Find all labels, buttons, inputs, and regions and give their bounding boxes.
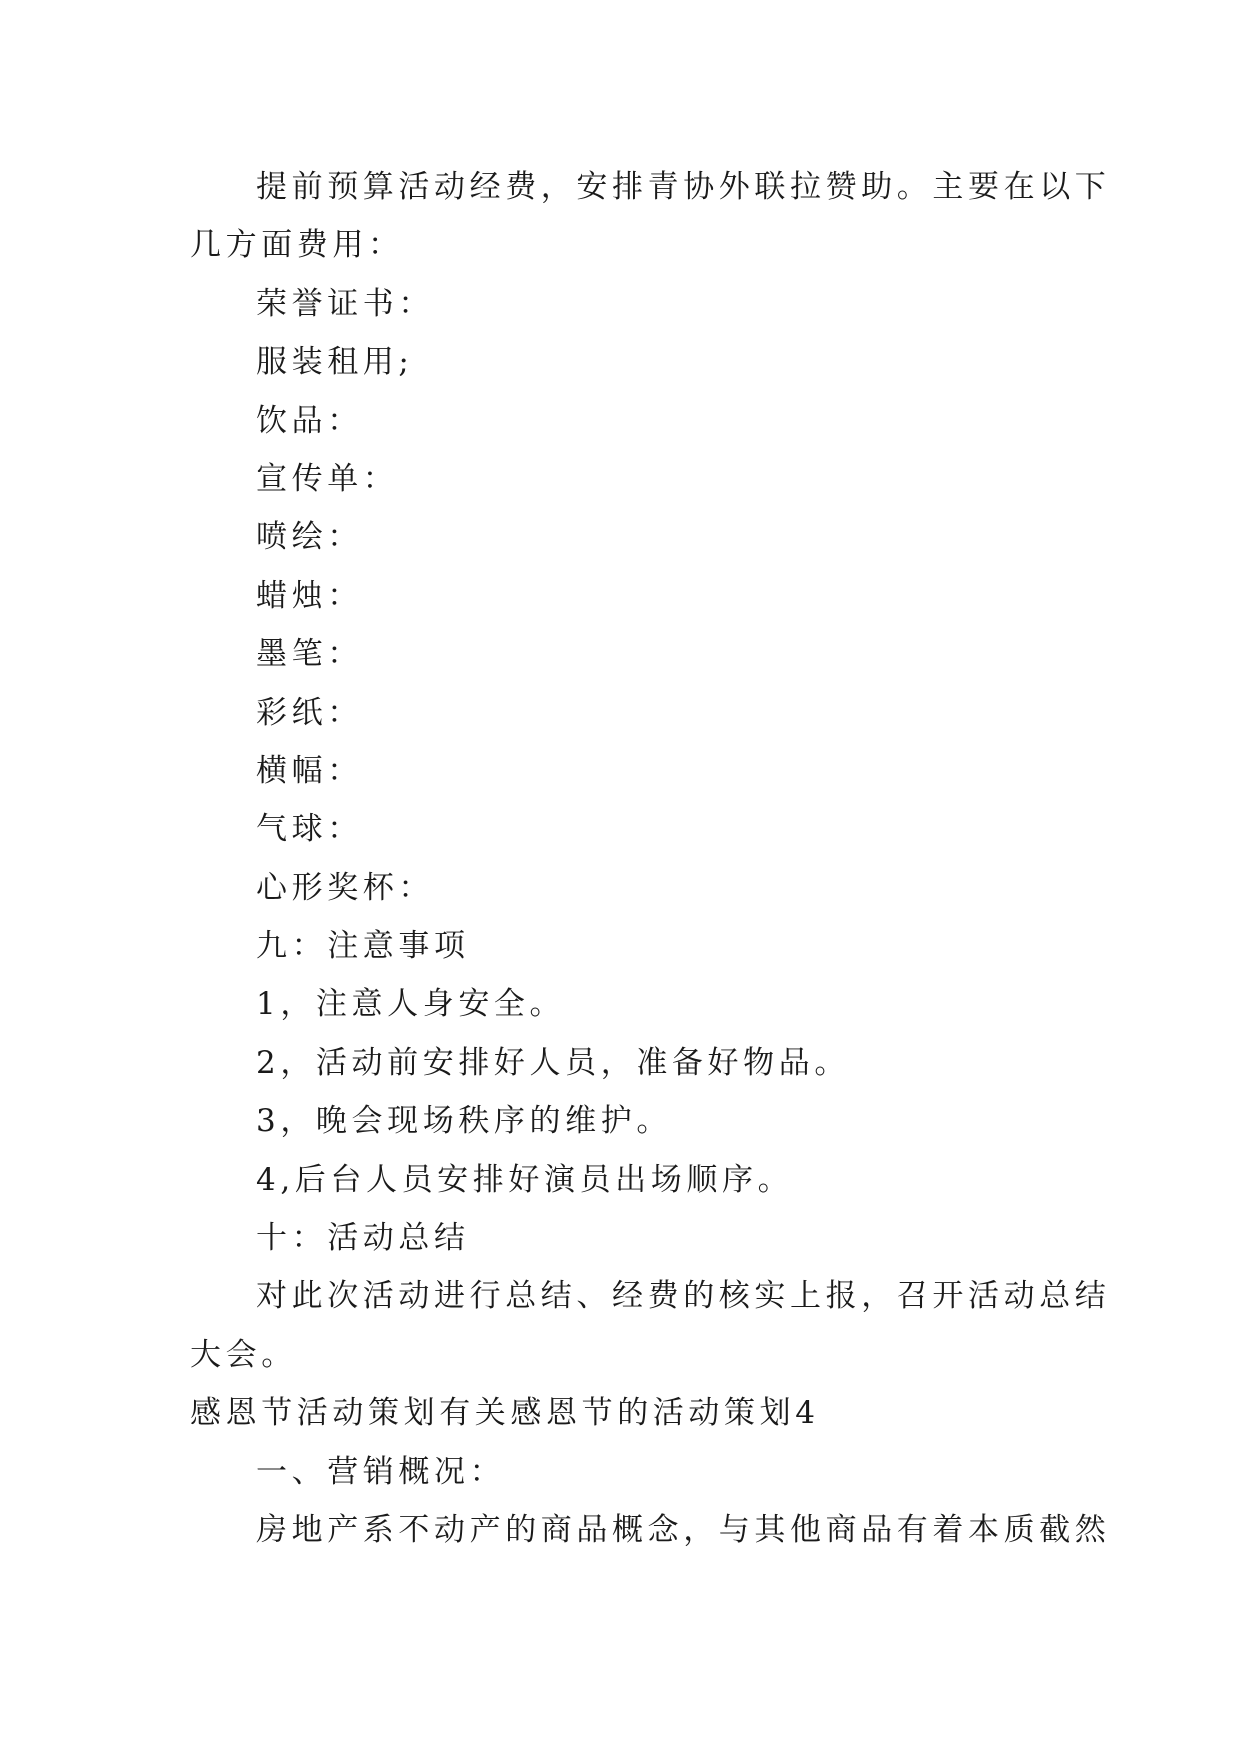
document-title-plan-4: 感恩节活动策划有关感恩节的活动策划4 — [190, 1395, 820, 1432]
list-item-markers: 墨笔： — [256, 636, 363, 673]
paragraph-budget-line-2: 几方面费用： — [190, 227, 404, 264]
list-item-drinks: 饮品： — [256, 402, 363, 439]
section-heading-summary: 十：活动总结 — [256, 1220, 470, 1257]
section-heading-precautions: 九：注意事项 — [256, 928, 470, 965]
precaution-item-3: 3，晚会现场秩序的维护。 — [256, 1103, 672, 1140]
list-item-inkjet-print: 喷绘： — [256, 519, 363, 556]
list-item-certificate: 荣誉证书： — [256, 285, 434, 322]
list-item-banner: 横幅： — [256, 752, 363, 789]
section-heading-marketing-overview: 一、营销概况： — [256, 1453, 506, 1490]
list-item-flyers: 宣传单： — [256, 460, 399, 497]
precaution-item-4: 4,后台人员安排好演员出场顺序。 — [256, 1161, 794, 1198]
paragraph-real-estate-line-1: 房地产系不动产的商品概念，与其他商品有着本质截然 — [256, 1511, 1111, 1548]
list-item-heart-trophy: 心形奖杯： — [256, 869, 434, 906]
list-item-candles: 蜡烛： — [256, 577, 363, 614]
list-item-costume-rental: 服装租用; — [256, 344, 414, 381]
list-item-colored-paper: 彩纸： — [256, 694, 363, 731]
precaution-item-1: 1，注意人身安全。 — [256, 986, 566, 1023]
document-body — [190, 158, 1111, 1559]
paragraph-summary-line-1: 对此次活动进行总结、经费的核实上报，召开活动总结 — [256, 1278, 1111, 1315]
paragraph-budget-line-1: 提前预算活动经费，安排青协外联拉赞助。主要在以下 — [256, 169, 1111, 205]
precaution-item-2: 2，活动前安排好人员，准备好物品。 — [256, 1044, 850, 1081]
list-item-balloons: 气球： — [256, 811, 363, 848]
paragraph-summary-line-2: 大会。 — [190, 1336, 297, 1373]
